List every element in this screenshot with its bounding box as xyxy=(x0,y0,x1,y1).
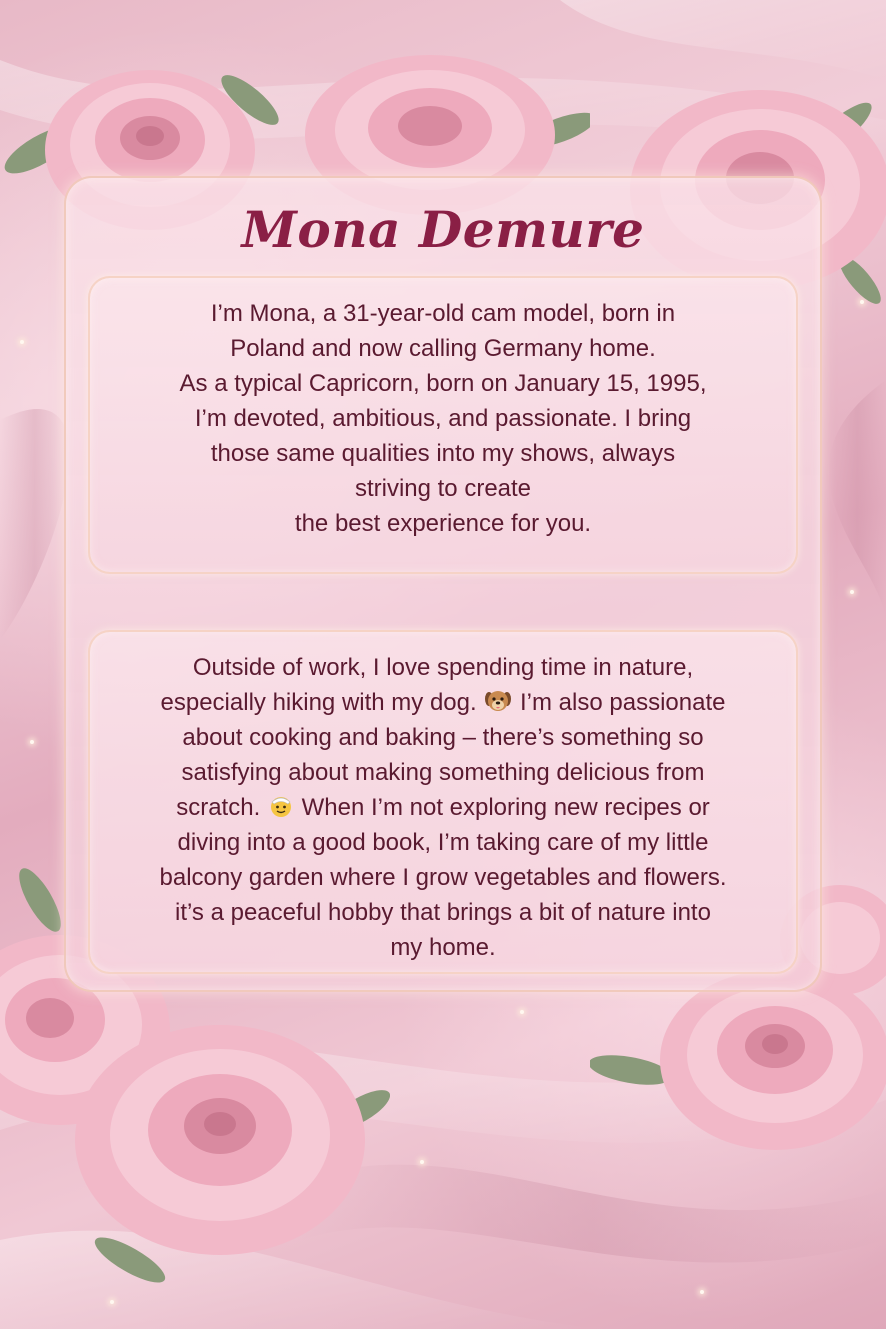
sparkle xyxy=(700,1290,704,1294)
hobbies-text xyxy=(90,650,796,965)
hobbies-line: it’s a peaceful hobby that brings a bit of nature into xyxy=(175,899,711,926)
sparkle xyxy=(520,1010,524,1014)
bio-line: I’m Mona, a 31-year-old cam model, born in xyxy=(210,300,676,327)
bio-line: striving to create xyxy=(354,475,532,502)
bio-line: As a typical Capricorn, born on January 15, 1995, xyxy=(179,370,707,397)
sparkle xyxy=(850,590,854,594)
bio-line: the best experience for you. xyxy=(294,510,592,537)
hobbies-line-segment: When I’m not exploring new recipes or xyxy=(301,794,710,821)
hobbies-line: satisfying about making something delicious from xyxy=(181,759,705,786)
hobbies-line: balcony garden where I grow vegetables and flowers. xyxy=(159,864,727,891)
bio-line: those same qualities into my shows, always xyxy=(210,440,676,467)
hobbies-line-segment: especially hiking with my dog. xyxy=(160,689,477,716)
bio-line: Poland and now calling Germany home. xyxy=(230,335,656,362)
peony-bottom-left-large xyxy=(60,1010,390,1310)
hobbies-line-segment: scratch. xyxy=(176,794,261,821)
hobbies-line: my home. xyxy=(390,934,496,961)
sparkle xyxy=(30,740,34,744)
hobbies-line-segment: I’m also passionate xyxy=(520,689,726,716)
sparkle xyxy=(420,1160,424,1164)
baking-emoji-icon xyxy=(269,794,293,818)
dog-face-icon xyxy=(485,689,511,713)
hobbies-line: Outside of work, I love spending time in nature, xyxy=(192,654,694,681)
hobbies-line: about cooking and baking – there’s something so xyxy=(182,724,704,751)
bio-line: I’m devoted, ambitious, and passionate. I bring xyxy=(194,405,692,432)
hobbies-line xyxy=(90,790,796,825)
hobbies-line xyxy=(90,685,796,720)
hobbies-panel xyxy=(88,630,798,974)
bio-panel xyxy=(88,276,798,574)
hobbies-line: diving into a good book, I’m taking care of my little xyxy=(177,829,709,856)
profile-card xyxy=(64,176,822,992)
sparkle xyxy=(20,340,24,344)
bio-text xyxy=(90,296,796,541)
profile-title: Mona Demure xyxy=(241,200,645,259)
